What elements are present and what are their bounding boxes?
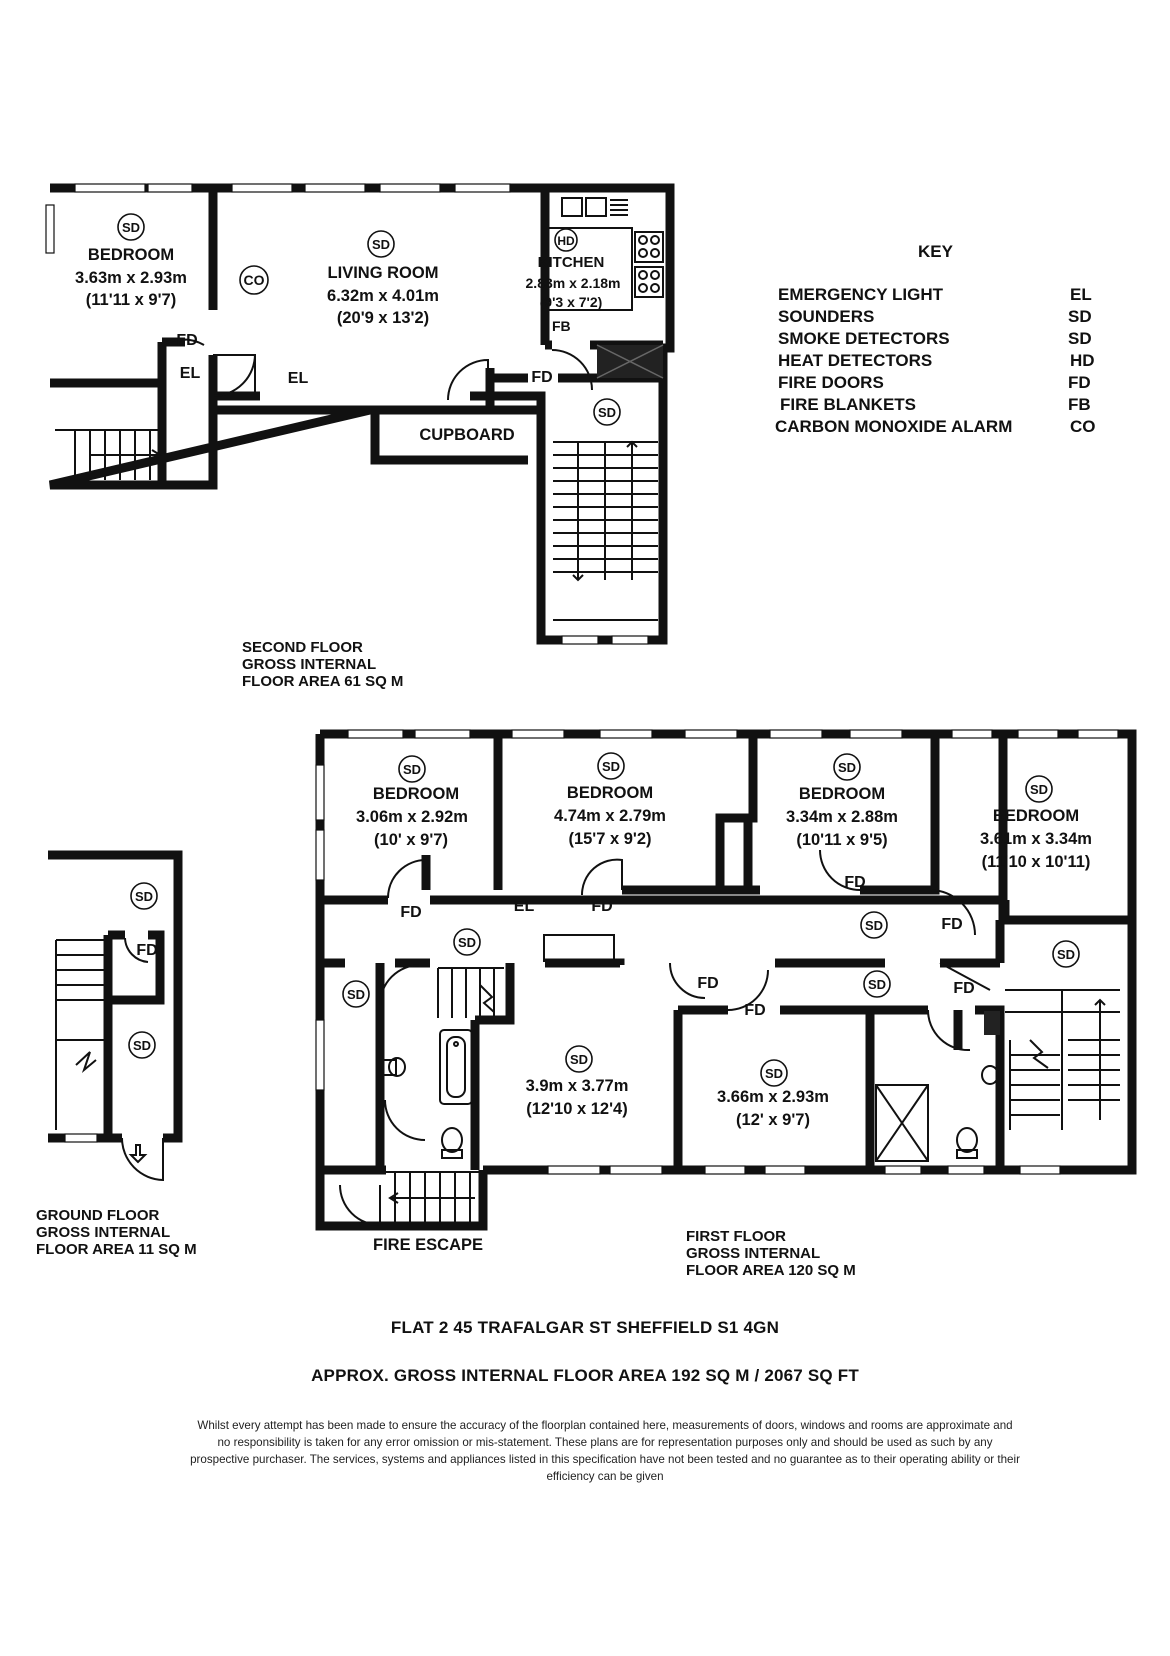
fd-label: FD	[697, 975, 719, 992]
window	[65, 1134, 97, 1142]
window	[75, 184, 145, 192]
sd-marker	[131, 883, 157, 909]
bed2-imperial: (15'7 x 9'2)	[568, 830, 652, 848]
svg-text:SD: SD	[1029, 782, 1049, 797]
hob-ring	[651, 236, 659, 244]
first-floor-plan	[316, 730, 1132, 1279]
bed1-name: BEDROOM	[372, 785, 460, 803]
bed2-dims: 4.74m x 2.79m	[554, 807, 666, 825]
hob-ring	[639, 249, 647, 257]
bed1-dims: 3.06m x 2.92m	[356, 808, 468, 826]
el-label: EL	[513, 898, 535, 915]
window	[148, 184, 192, 192]
svg-text:SD: SD	[402, 762, 422, 777]
door-swing	[552, 350, 592, 390]
sd-marker	[864, 971, 890, 997]
sd-marker	[118, 214, 144, 240]
sd-marker	[399, 756, 425, 782]
first-floor-area-line2: GROSS INTERNAL	[686, 1245, 821, 1262]
key-label-fire-blankets: FIRE BLANKETS	[780, 395, 916, 414]
key-code-heat-detectors: HD	[1070, 351, 1095, 370]
hob-ring	[639, 236, 647, 244]
svg-text:SD: SD	[121, 220, 141, 235]
svg-text:SD: SD	[346, 987, 366, 1002]
sd-marker	[594, 399, 620, 425]
second-floor-plan	[46, 184, 670, 690]
key-label-fire-doors: FIRE DOORS	[778, 373, 884, 392]
fb-label: FB	[552, 318, 571, 334]
hob-ring	[651, 284, 659, 292]
svg-text:SD: SD	[134, 889, 154, 904]
sd-marker	[129, 1032, 155, 1058]
fd-label: FD	[844, 874, 866, 891]
window	[305, 184, 365, 192]
key-code-fire-blankets: FB	[1068, 395, 1091, 414]
fd-label: FD	[136, 942, 158, 959]
key-code-fire-doors: FD	[1068, 373, 1091, 392]
second-floor-stairs-right	[553, 442, 658, 620]
living-room-dims: 6.32m x 4.01m	[327, 287, 439, 305]
ground-floor-stairs	[56, 940, 104, 1130]
disclaimer-text: Whilst every attempt has been made to ensure the accuracy of the floorplan contained here, measurements of doors, windows and rooms are approximate and no responsibility is taken for any error omission or mis-statement. These plans are for representation purposes only and should be used as such by any prospective purchaser. The services, systems and appliances listed in this specification have not been tested and no guarantee as to their operating ability or their efficiency can be given	[190, 1419, 1020, 1483]
first-floor-area-line3: FLOOR AREA 120 SQ M	[686, 1262, 856, 1279]
fd-label: FD	[591, 898, 613, 915]
hob-ring	[651, 271, 659, 279]
svg-text:SD: SD	[371, 237, 391, 252]
door-swing	[122, 1138, 163, 1180]
fd-label: FD	[531, 369, 553, 386]
svg-text:HD: HD	[557, 234, 575, 248]
bed2-name: BEDROOM	[566, 784, 654, 802]
window	[455, 184, 510, 192]
sd-marker	[861, 912, 887, 938]
fd-label: FD	[400, 904, 422, 921]
window	[232, 184, 292, 192]
second-floor-area-line1: SECOND FLOOR	[242, 639, 363, 656]
key-code-smoke-detectors: SD	[1068, 329, 1092, 348]
key-title: KEY	[918, 242, 953, 261]
total-floor-area: APPROX. GROSS INTERNAL FLOOR AREA 192 SQ M / 2067 SQ FT	[311, 1366, 859, 1385]
fire-escape-stairs	[386, 1172, 483, 1224]
key-label-emergency-light: EMERGENCY LIGHT	[778, 285, 943, 304]
sd-marker	[454, 929, 480, 955]
window	[612, 636, 648, 644]
second-floor-area-line2: GROSS INTERNAL	[242, 656, 377, 673]
bed4-dims: 3.61m x 3.34m	[980, 830, 1092, 848]
kitchen-imperial: (9'3 x 7'2)	[539, 294, 603, 310]
sd-marker	[1053, 941, 1079, 967]
living-room-imperial: (20'9 x 13'2)	[336, 309, 430, 327]
cupboard-name: CUPBOARD	[419, 426, 515, 444]
living-room-name: LIVING ROOM	[327, 264, 439, 282]
door-swing	[213, 354, 255, 396]
window	[380, 184, 440, 192]
window	[562, 636, 598, 644]
fd-label: FD	[941, 916, 963, 933]
kitchen-name: KITCHEN	[537, 254, 605, 271]
sd-marker	[1026, 776, 1052, 802]
key-code-carbon-monoxide: CO	[1070, 417, 1096, 436]
sink-bowl	[586, 198, 606, 216]
svg-text:SD: SD	[1056, 947, 1076, 962]
bedroom-imperial: (11'11 x 9'7)	[85, 291, 177, 309]
key-label-smoke-detectors: SMOKE DETECTORS	[778, 329, 950, 348]
svg-text:CO: CO	[243, 272, 265, 288]
svg-text:SD: SD	[864, 918, 884, 933]
bed3-name: BEDROOM	[798, 785, 886, 803]
el-label: EL	[179, 365, 201, 382]
fire-escape-label: FIRE ESCAPE	[372, 1236, 484, 1254]
svg-text:SD: SD	[867, 977, 887, 992]
bed4-imperial: (11'10 x 10'11)	[981, 853, 1091, 871]
sd-marker	[834, 754, 860, 780]
room5-dims: 3.9m x 3.77m	[525, 1077, 629, 1095]
key-label-carbon-monoxide: CARBON MONOXIDE ALARM	[775, 417, 1013, 436]
hob	[635, 232, 663, 262]
bed3-dims: 3.34m x 2.88m	[786, 808, 898, 826]
ground-floor-area-line3: FLOOR AREA 11 SQ M	[36, 1241, 197, 1258]
fd-label: FD	[953, 980, 975, 997]
sd-marker	[598, 753, 624, 779]
key-label-sounders: SOUNDERS	[778, 307, 875, 326]
hob-ring	[639, 284, 647, 292]
svg-text:SD: SD	[837, 760, 857, 775]
hob-ring	[639, 271, 647, 279]
hob	[635, 267, 663, 297]
ground-floor-plan	[36, 855, 197, 1258]
key-code-sounders: SD	[1068, 307, 1092, 326]
room6-dims: 3.66m x 2.93m	[717, 1088, 829, 1106]
co-marker	[240, 266, 268, 294]
sink-drainer	[610, 200, 628, 215]
fd-label: FD	[744, 1002, 766, 1019]
kitchen-dims: 2.83m x 2.18m	[525, 275, 621, 291]
key-label-heat-detectors: HEAT DETECTORS	[778, 351, 933, 370]
first-floor-stairs-right	[1005, 990, 1120, 1130]
svg-text:SD: SD	[132, 1038, 152, 1053]
first-floor-stairs-inner	[438, 968, 504, 1018]
svg-text:SD: SD	[601, 759, 621, 774]
bedroom-name: BEDROOM	[87, 246, 175, 264]
sd-marker	[566, 1046, 592, 1072]
room6-imperial: (12' x 9'7)	[736, 1111, 810, 1129]
fd-label: FD	[176, 332, 198, 349]
key-code-emergency-light: EL	[1070, 285, 1092, 304]
svg-text:SD: SD	[597, 405, 617, 420]
sd-marker	[343, 981, 369, 1007]
key-legend	[775, 242, 1096, 436]
ground-floor-area-line2: GROSS INTERNAL	[36, 1224, 171, 1241]
hd-marker	[555, 229, 577, 251]
sd-marker	[761, 1060, 787, 1086]
svg-text:SD: SD	[569, 1052, 589, 1067]
room5-imperial: (12'10 x 12'4)	[526, 1100, 628, 1118]
bed3-imperial: (10'11 x 9'5)	[796, 831, 888, 849]
property-address: FLAT 2 45 TRAFALGAR ST SHEFFIELD S1 4GN	[390, 1318, 780, 1337]
sink-bowl	[562, 198, 582, 216]
second-floor-area-line3: FLOOR AREA 61 SQ M	[242, 673, 404, 690]
window	[46, 205, 54, 253]
svg-text:SD: SD	[764, 1066, 784, 1081]
first-floor-area-line1: FIRST FLOOR	[686, 1228, 786, 1245]
bed4-name: BEDROOM	[992, 807, 1080, 825]
entrance-arrow-icon	[131, 1145, 145, 1162]
boiler-block	[984, 1011, 1000, 1035]
el-label: EL	[287, 370, 309, 387]
bedroom-dims: 3.63m x 2.93m	[75, 269, 187, 287]
ground-floor-area-line1: GROUND FLOOR	[36, 1207, 160, 1224]
hob-ring	[651, 249, 659, 257]
svg-text:SD: SD	[457, 935, 477, 950]
bed1-imperial: (10' x 9'7)	[374, 831, 448, 849]
sd-marker	[368, 231, 394, 257]
